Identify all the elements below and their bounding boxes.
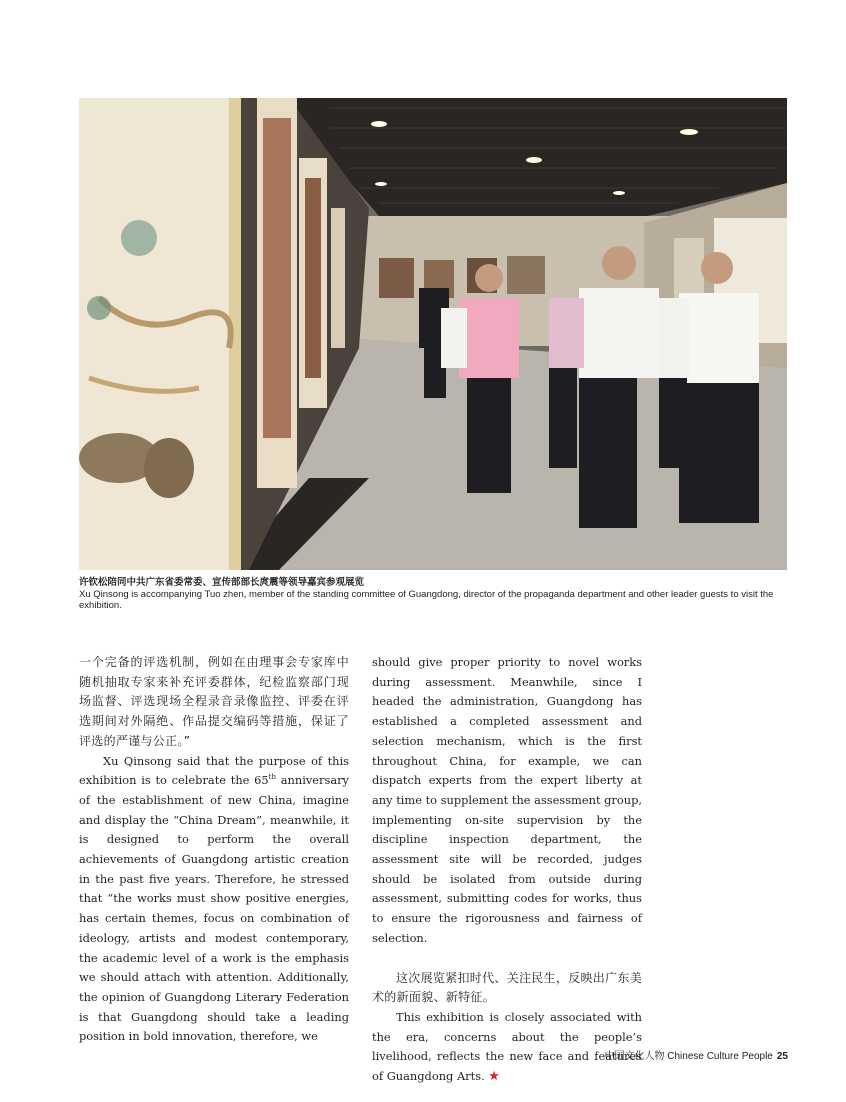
caption-english: Xu Qinsong is accompanying Tuo zhen, member of the standing committee of Guangdong, director of the propaganda department and other leader guests to visit the exhibition. — [79, 588, 774, 611]
right-chinese-paragraph: 这次展览紧扣时代、关注民生，反映出广东美术的新面貌、新特征。 — [372, 970, 643, 1005]
page-footer — [604, 1047, 788, 1062]
right-english-paragraph: should give proper priority to novel works during assessment. Meanwhile, since I headed the administration, Guangdong has established a completed assessment and selection mechanism, which is the first throughout China, for example, we can dispatch experts from the expert liberty at any time to supplement the assessment group, implementing on-site supervision by the discipline inspection department, the assessment site will be recorded, judges should be isolated from outside during assessment, submitting codes for works, thus to ensure the rigorousness and fairness of selection. — [372, 655, 642, 945]
exhibition-photo — [79, 98, 787, 570]
end-star-icon: ★ — [488, 1069, 500, 1085]
magazine-name: 中国文化人物 Chinese Culture People — [604, 1051, 773, 1062]
caption-chinese: 许钦松陪同中共广东省委常委、宣传部部长庹震等领导嘉宾参观展览 — [79, 577, 365, 588]
article-left-column — [79, 653, 349, 1047]
page-number: 25 — [776, 1051, 788, 1062]
left-english-paragraph: Xu Qinsong said that the purpose of this exhibition is to celebrate the 65th anniversary of the establishment of new China, imagine and display the “China Dream”, meanwhile, it is designed to perform the overall achievements of Guangdong artistic creation in the past five years. Therefore, he stressed that “the works must show positive energies, has certain themes, focus on combination of ideology, artists and modest contemporary, the academic level of a work is the emphasis we should attach with attention. Additionally, the opinion of Guangdong Literary Federation is that Guangdong should take a leading position in bold innovation, therefore, we — [79, 753, 349, 1044]
article-right-column — [372, 653, 642, 1087]
photo-caption — [79, 577, 791, 612]
right-english-final-paragraph: This exhibition is closely associated with the era, concerns about the people’s livelihood, reflects the new face and features of Guangdong Arts. ★ — [372, 1009, 642, 1085]
left-chinese-paragraph: 一个完备的评选机制，例如在由理事会专家库中随机抽取专家来补充评委群体，纪检监察部门现场监督、评选现场全程录音录像监控、评委在评选期间对外隔绝、作品提交编码等措施，保证了评选的严谨与公正。” — [79, 655, 349, 748]
